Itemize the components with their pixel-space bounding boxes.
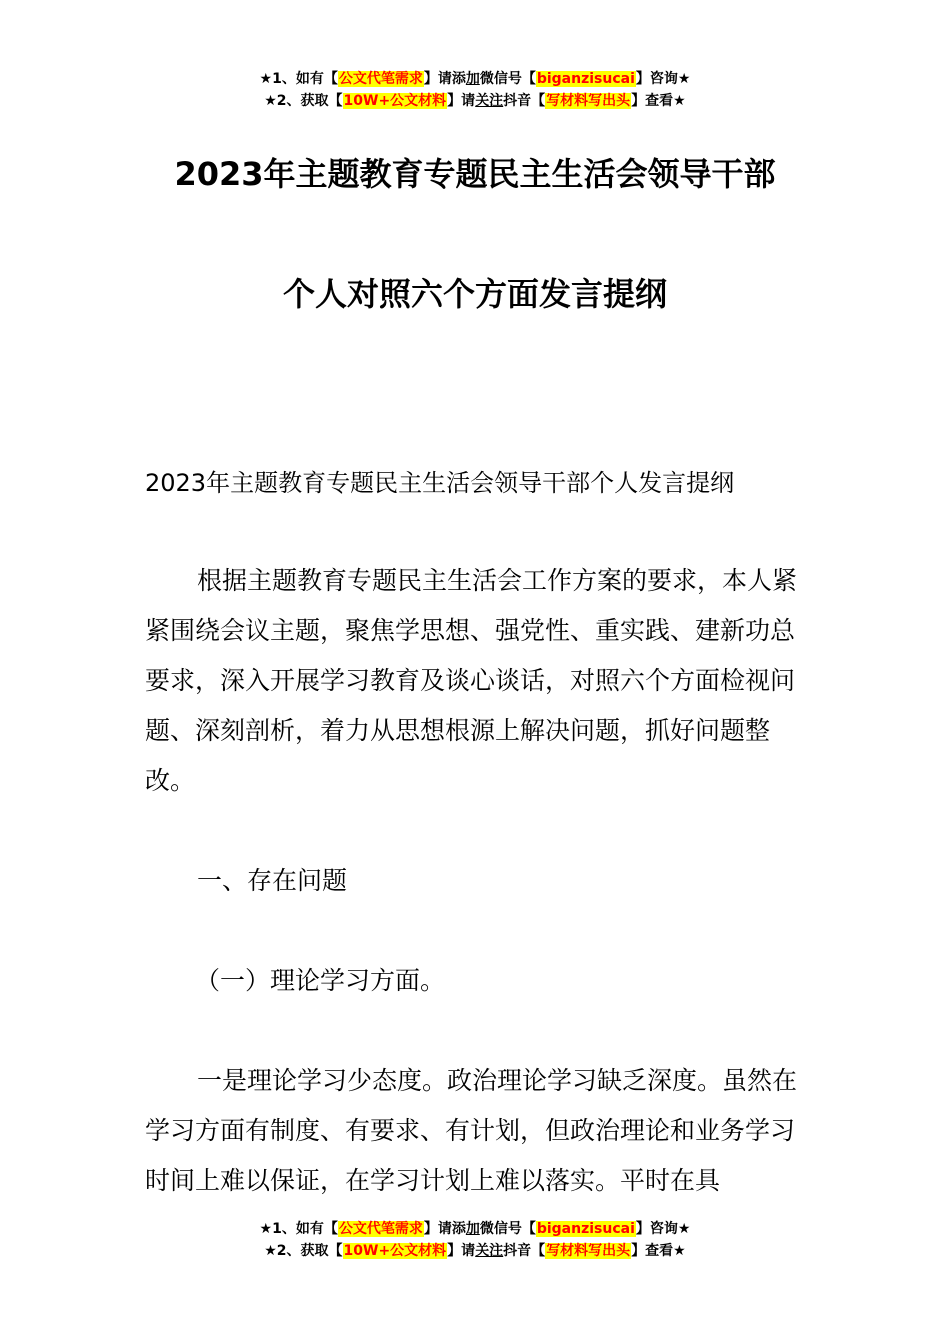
promo-highlight: 10W+公文材料 bbox=[343, 93, 447, 109]
promo-highlight: biganzisucai bbox=[536, 1221, 635, 1237]
header-promo-banner bbox=[0, 68, 950, 112]
promo-highlight: 写材料写出头 bbox=[546, 93, 631, 109]
document-title-line-1: 2023年主题教育专题民主生活会领导干部 bbox=[174, 155, 776, 193]
promo-highlight: biganzisucai bbox=[536, 71, 635, 87]
promo-highlight: 写材料写出头 bbox=[546, 1243, 631, 1259]
footer-promo-banner bbox=[0, 1218, 950, 1262]
promo-highlight: 公文代笔需求 bbox=[338, 71, 423, 87]
promo-highlight: 10W+公文材料 bbox=[343, 1243, 447, 1259]
promo-line-1: ★1、如有【公文代笔需求】请添加微信号【biganzisucai】咨询★ bbox=[259, 71, 691, 87]
document-title-line-2: 个人对照六个方面发言提纲 bbox=[282, 275, 667, 313]
promo-line-1: ★1、如有【公文代笔需求】请添加微信号【biganzisucai】咨询★ bbox=[259, 1221, 691, 1237]
promo-line-2: ★2、获取【10W+公文材料】请关注抖音【写材料写出头】查看★ bbox=[264, 1243, 686, 1259]
document-subtitle: 2023年主题教育专题民主生活会领导干部个人发言提纲 bbox=[145, 469, 735, 497]
promo-line-2: ★2、获取【10W+公文材料】请关注抖音【写材料写出头】查看★ bbox=[264, 93, 686, 109]
body-paragraph: 一是理论学习少态度。政治理论学习缺乏深度。虽然在学习方面有制度、有要求、有计划，但政治理论和业务学习时间上难以保证，在学习计划上难以落实。平时在具 bbox=[145, 1066, 798, 1195]
promo-highlight: 公文代笔需求 bbox=[338, 1221, 423, 1237]
subsection-heading: （一）理论学习方面。 bbox=[195, 966, 446, 995]
section-heading: 一、存在问题 bbox=[197, 866, 348, 895]
intro-paragraph: 根据主题教育专题民主生活会工作方案的要求，本人紧紧围绕会议主题，聚焦学思想、强党性、重实践、建新功总要求，深入开展学习教育及谈心谈话，对照六个方面检视问题、深刻剖析，着力从思想根源上解决问题，抓好问题整改。 bbox=[145, 566, 798, 795]
